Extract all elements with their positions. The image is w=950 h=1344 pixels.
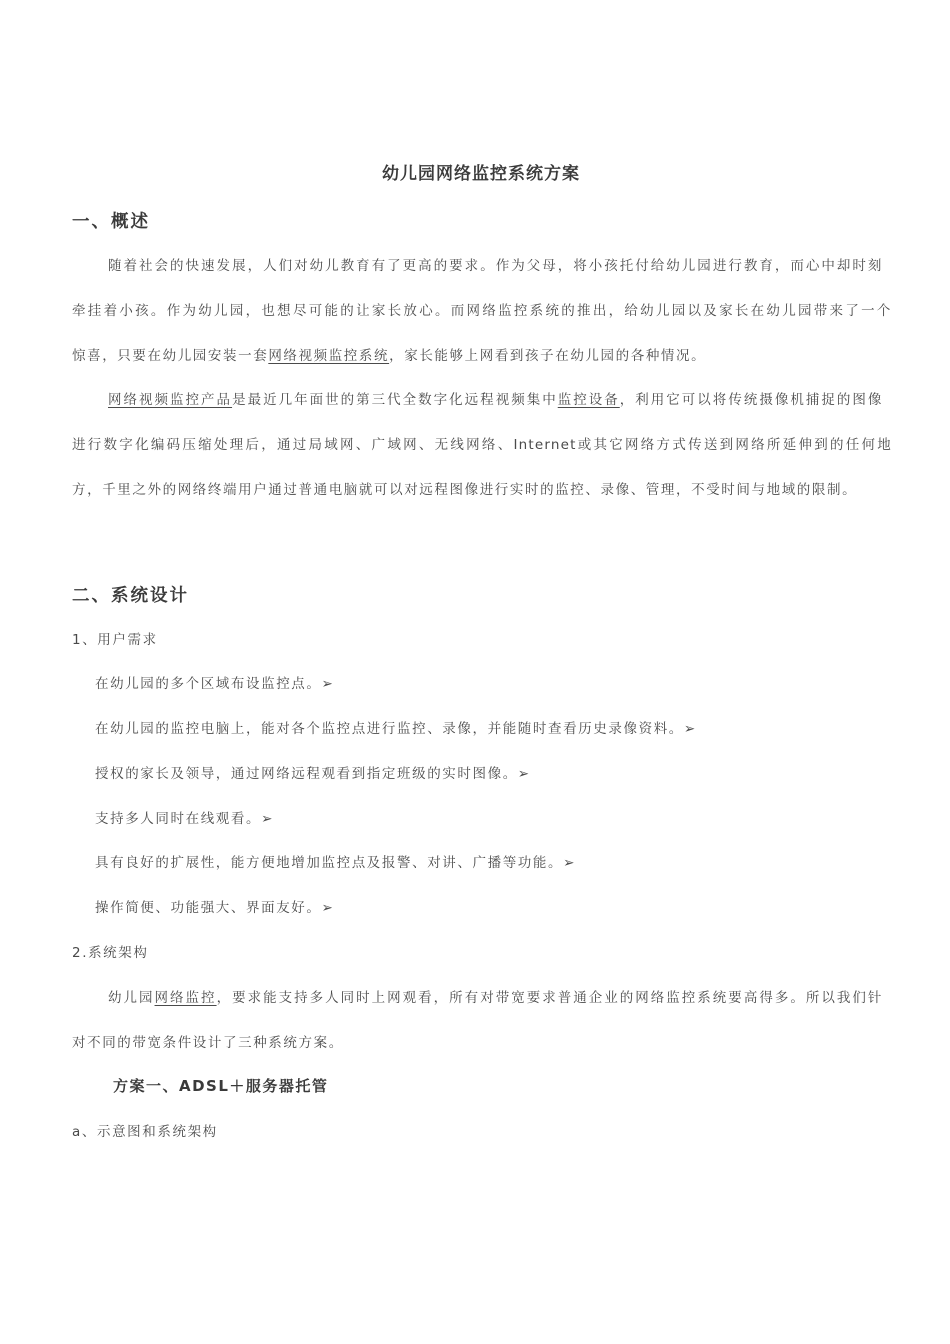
section-heading-overview: 一、概述 <box>72 212 150 232</box>
paragraph-line: 牵挂着小孩。作为幼儿园，也想尽可能的让家长放心。而网络监控系统的推出，给幼儿园以及家长在幼儿园带来了一个 <box>72 303 892 319</box>
section-heading-system-design: 二、系统设计 <box>72 586 189 606</box>
requirement-item: 授权的家长及领导，通过网络远程观看到指定班级的实时图像。➢ <box>95 766 531 782</box>
requirement-item: 支持多人同时在线观看。➢ <box>95 811 275 827</box>
link-network-video-system[interactable]: 网络视频监控系统 <box>268 348 390 364</box>
paragraph-line: 对不同的带宽条件设计了三种系统方案。 <box>72 1035 344 1051</box>
subheading-user-requirements: 1、用户需求 <box>72 632 158 648</box>
paragraph-line: 进行数字化编码压缩处理后，通过局域网、广域网、无线网络、Internet或其它网络方式传送到网络所延伸到的任何地 <box>72 437 892 453</box>
link-network-monitoring[interactable]: 网络监控 <box>154 990 217 1006</box>
document-title: 幼儿园网络监控系统方案 <box>382 164 580 184</box>
paragraph-line: 幼儿园网络监控，要求能支持多人同时上网观看，所有对带宽要求普通企业的网络监控系统要高得多。所以我们针 <box>108 990 883 1006</box>
requirement-item: 操作简便、功能强大、界面友好。➢ <box>95 900 335 916</box>
link-monitoring-device[interactable]: 监控设备 <box>557 392 620 408</box>
paragraph-line: 网络视频监控产品是最近几年面世的第三代全数字化远程视频集中监控设备，利用它可以将传统摄像机捕捉的图像 <box>108 392 883 408</box>
subheading-diagram-architecture: a、示意图和系统架构 <box>72 1124 218 1140</box>
requirement-item: 在幼儿园的监控电脑上，能对各个监控点进行监控、录像，并能随时查看历史录像资料。➢ <box>95 721 697 737</box>
paragraph-line: 随着社会的快速发展，人们对幼儿教育有了更高的要求。作为父母，将小孩托付给幼儿园进行教育，而心中却时刻 <box>108 258 883 274</box>
requirement-item: 具有良好的扩展性，能方便地增加监控点及报警、对讲、广播等功能。➢ <box>95 855 577 871</box>
paragraph-line: 惊喜，只要在幼儿园安装一套网络视频监控系统，家长能够上网看到孩子在幼儿园的各种情况。 <box>72 348 707 364</box>
subheading-system-architecture: 2.系统架构 <box>72 945 149 961</box>
requirement-item: 在幼儿园的多个区域布设监控点。➢ <box>95 676 335 692</box>
link-network-video-product[interactable]: 网络视频监控产品 <box>108 392 233 408</box>
scheme-one-heading: 方案一、ADSL＋服务器托管 <box>113 1077 329 1095</box>
paragraph-line: 方，千里之外的网络终端用户通过普通电脑就可以对远程图像进行实时的监控、录像、管理，不受时间与地域的限制。 <box>72 482 858 498</box>
